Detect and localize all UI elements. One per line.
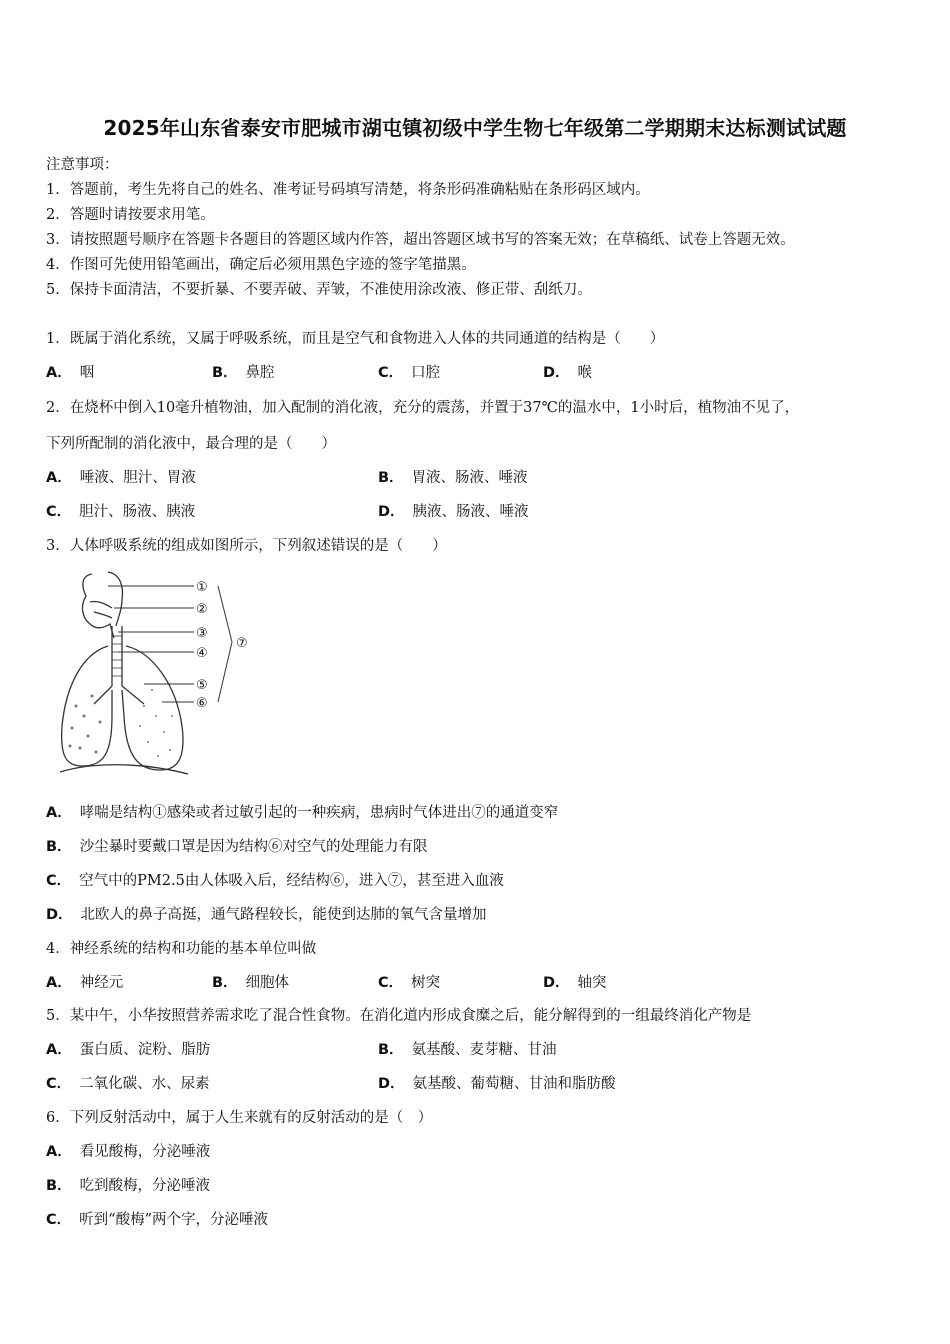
question-6-stem: 6．下列反射活动中，属于人生来就有的反射活动的是（ ） xyxy=(46,1110,433,1126)
notice-item: 4．作图可先使用铅笔画出，确定后必须用黑色字迹的签字笔描黑。 xyxy=(46,257,476,273)
notice-item: 2．答题时请按要求用笔。 xyxy=(46,207,215,223)
question-2-stem-line1: 2．在烧杯中倒入10毫升植物油，加入配制的消化液，充分的震荡，并置于37℃的温水中，1小时后，植物油不见了， xyxy=(46,400,800,416)
q3-option-d: D． 北欧人的鼻子高挺，通气路程较长，能使到达肺的氧气含量增加 xyxy=(46,907,487,923)
q4-option-d: D． 轴突 xyxy=(543,975,607,991)
q5-option-a: A． 蛋白质、淀粉、脂肪 xyxy=(46,1042,211,1058)
label-4: ④ xyxy=(196,646,208,661)
label-6: ⑥ xyxy=(196,696,208,711)
exam-title: 2025年山东省泰安市肥城市湖屯镇初级中学生物七年级第二学期期末达标测试试题 xyxy=(103,116,847,140)
q1-option-d: D． 喉 xyxy=(543,365,593,381)
q4-option-b: B． 细胞体 xyxy=(212,975,290,991)
question-5-stem: 5．某中午，小华按照营养需求吃了混合性食物。在消化道内形成食糜之后，能分解得到的一组最终消化产物是 xyxy=(46,1008,752,1024)
notice-item: 1．答题前，考生先将自己的姓名、准考证号码填写清楚，将条形码准确粘贴在条形码区域内。 xyxy=(46,182,650,198)
q6-option-a: A． 看见酸梅，分泌唾液 xyxy=(46,1144,211,1160)
question-3-stem: 3．人体呼吸系统的组成如图所示，下列叙述错误的是（ ） xyxy=(46,538,447,554)
notice-item: 5．保持卡面清洁，不要折暴、不要弄破、弄皱，不准使用涂改液、修正带、刮纸刀。 xyxy=(46,282,592,298)
q2-option-a: A． 唾液、胆汁、胃液 xyxy=(46,470,196,486)
q6-option-c: C． 听到“酸梅”两个字，分泌唾液 xyxy=(46,1212,268,1228)
question-2-stem-line2: 下列所配制的消化液中，最合理的是（ ） xyxy=(46,436,336,452)
q3-option-a: A． 哮喘是结构①感染或者过敏引起的一种疾病，患病时气体进出⑦的通道变窄 xyxy=(46,805,559,821)
label-3: ③ xyxy=(196,626,208,641)
q3-option-c: C． 空气中的PM2.5由人体吸入后，经结构⑥，进入⑦，甚至进入血液 xyxy=(46,873,504,889)
respiratory-system-diagram xyxy=(52,566,267,778)
q2-option-c: C． 胆汁、肠液、胰液 xyxy=(46,504,196,520)
q1-option-b: B． 鼻腔 xyxy=(212,365,275,381)
q5-option-d: D． 氨基酸、葡萄糖、甘油和脂肪酸 xyxy=(378,1076,616,1092)
label-1: ① xyxy=(196,580,208,595)
q5-option-b: B． 氨基酸、麦芽糖、甘油 xyxy=(378,1042,557,1058)
q2-option-b: B． 胃液、肠液、唾液 xyxy=(378,470,528,486)
q4-option-c: C． 树突 xyxy=(378,975,441,991)
label-7: ⑦ xyxy=(236,636,248,651)
question-1-stem: 1．既属于消化系统，又属于呼吸系统，而且是空气和食物进入人体的共同通道的结构是（ ） xyxy=(46,331,665,347)
q4-option-a: A． 神经元 xyxy=(46,975,124,991)
question-4-stem: 4．神经系统的结构和功能的基本单位叫做 xyxy=(46,941,317,957)
notice-item: 3．请按照题号顺序在答题卡各题目的答题区域内作答，超出答题区域书写的答案无效；在草稿纸、试卷上答题无效。 xyxy=(46,232,795,248)
q1-option-c: C． 口腔 xyxy=(378,365,441,381)
label-5: ⑤ xyxy=(196,678,208,693)
q3-option-b: B． 沙尘暴时要戴口罩是因为结构⑥对空气的处理能力有限 xyxy=(46,839,428,855)
q2-option-d: D． 胰液、肠液、唾液 xyxy=(378,504,529,520)
label-2: ② xyxy=(196,602,208,617)
q6-option-b: B． 吃到酸梅，分泌唾液 xyxy=(46,1178,211,1194)
notice-heading: 注意事项： xyxy=(46,157,119,173)
q1-option-a: A． 咽 xyxy=(46,365,95,381)
q5-option-c: C． 二氧化碳、水、尿素 xyxy=(46,1076,210,1092)
